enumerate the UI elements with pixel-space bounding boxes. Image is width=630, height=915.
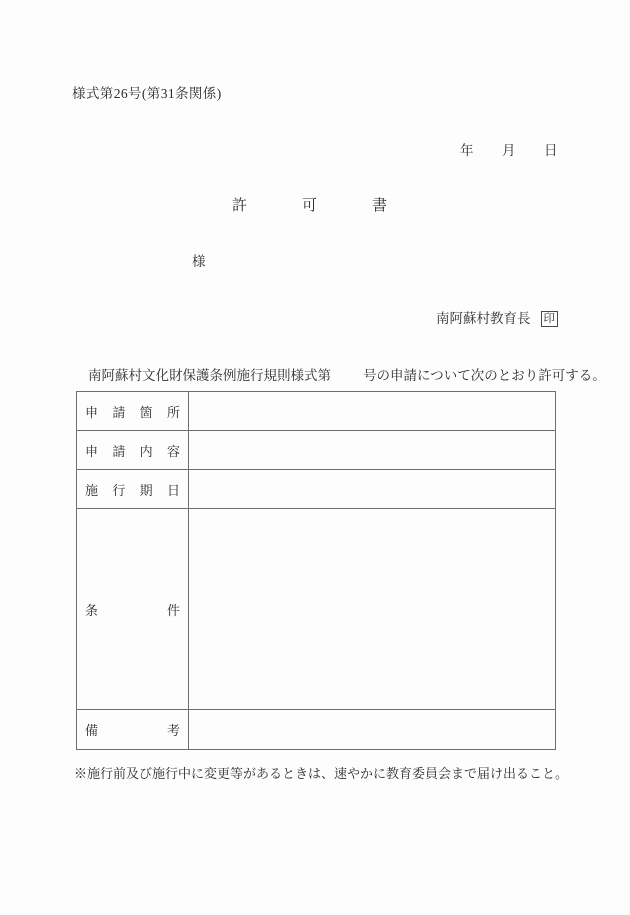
table-row	[77, 470, 556, 509]
label-char: 容	[166, 443, 180, 459]
row-label-application-content	[77, 431, 189, 470]
body-sentence-after-blank: 号の申請について次のとおり許可する。	[363, 368, 606, 383]
table-row	[77, 431, 556, 470]
issuer-line	[0, 307, 558, 327]
date-year-label: 年	[460, 143, 474, 158]
label-char: 備	[85, 723, 99, 738]
label-char: 件	[166, 602, 180, 618]
row-value-conditions[interactable]	[189, 509, 556, 710]
seal-stamp-box: 印	[541, 311, 559, 327]
label-char: 申	[85, 443, 99, 459]
label-char: 内	[139, 443, 153, 459]
label-char: 所	[166, 404, 180, 420]
form-number: 様式第26号(第31条関係)	[72, 86, 222, 101]
label-char: 請	[112, 443, 126, 459]
title-char-2: 可	[302, 198, 318, 214]
title-char-3: 書	[372, 198, 388, 214]
label-char: 申	[85, 404, 99, 420]
body-sentence	[88, 364, 606, 384]
label-char: 箇	[139, 404, 153, 420]
label-char: 期	[139, 482, 153, 498]
label-char: 請	[112, 404, 126, 420]
row-value-application-location[interactable]	[189, 392, 556, 431]
page-title	[232, 194, 387, 215]
label-char: 施	[85, 482, 99, 498]
row-label-conditions	[77, 509, 189, 710]
row-label-remarks	[77, 710, 189, 750]
issuer-name: 南阿蘇村教育長	[436, 311, 531, 326]
footer-note: ※施行前及び施行中に変更等があるときは、速やかに教育委員会まで届け出ること。	[74, 766, 569, 781]
row-label-application-location	[77, 392, 189, 431]
date-day-label: 日	[544, 143, 558, 158]
row-value-application-content[interactable]	[189, 431, 556, 470]
date-month-label: 月	[502, 143, 516, 158]
table-row	[77, 509, 556, 710]
permit-details-table	[76, 391, 556, 750]
row-value-remarks[interactable]	[189, 710, 556, 750]
label-char: 条	[85, 602, 99, 618]
body-sentence-before-blank: 南阿蘇村文化財保護条例施行規則様式第	[88, 368, 331, 383]
row-label-execution-date	[77, 470, 189, 509]
label-char: 日	[166, 482, 180, 498]
title-char-1: 許	[232, 198, 248, 214]
date-line	[0, 139, 558, 159]
label-char: 考	[166, 723, 180, 738]
table-row	[77, 710, 556, 750]
addressee-honorific: 様	[192, 254, 206, 269]
row-value-execution-date[interactable]	[189, 470, 556, 509]
table-row	[77, 392, 556, 431]
label-char: 行	[112, 482, 126, 498]
